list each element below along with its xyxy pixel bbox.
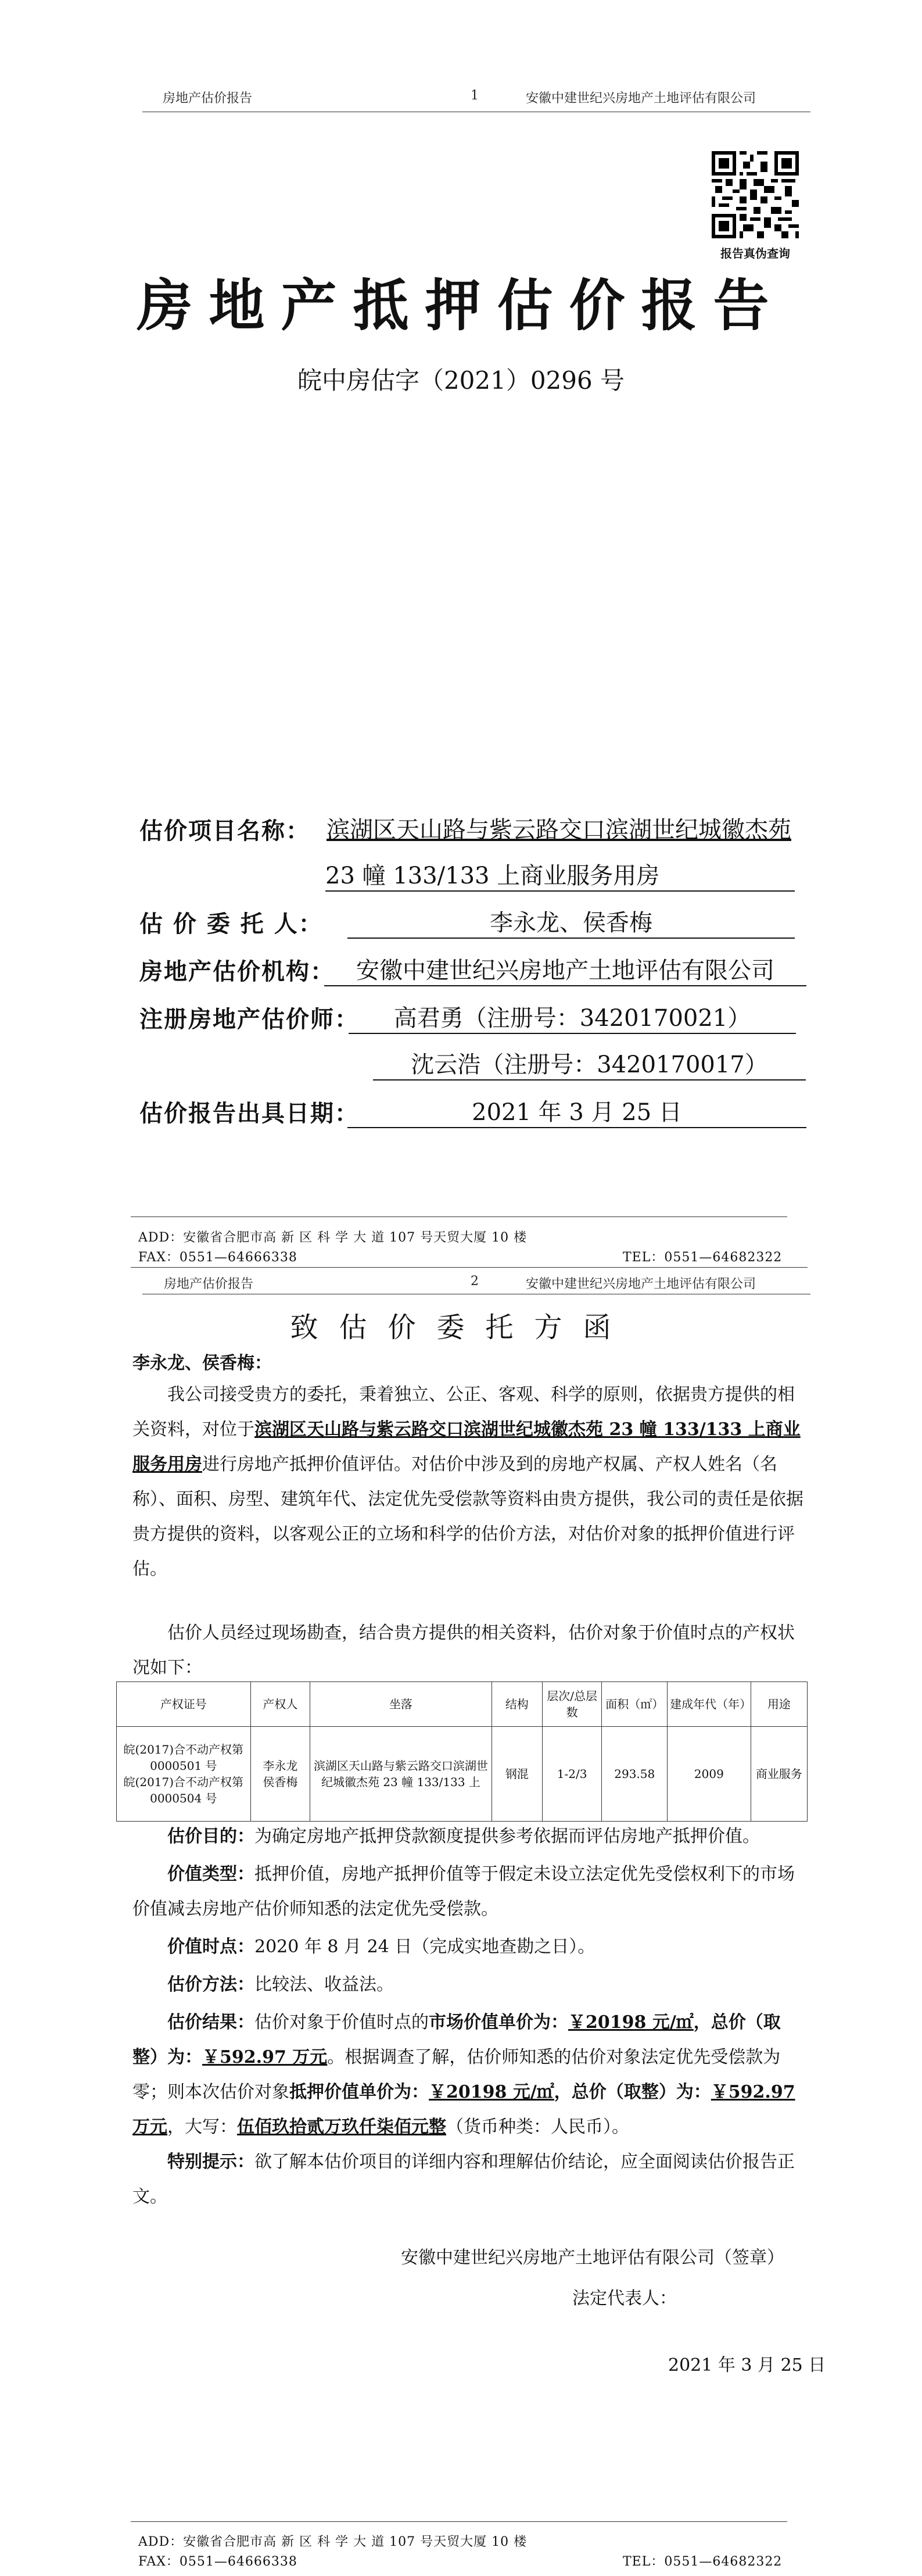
page2-header-title: 房地产估价报告 <box>164 1277 254 1291</box>
project-name-label: 估价项目名称： <box>139 817 310 845</box>
agency-value: 安徽中建世纪兴房地产土地评估有限公司 <box>324 952 806 986</box>
page1-header-page-number: 1 <box>471 88 479 103</box>
issue-date-label: 估价报告出具日期： <box>139 1100 359 1127</box>
cell-usage: 商业服务 <box>751 1727 807 1822</box>
page2-footer-fax: FAX：0551—64666338 <box>138 2554 297 2569</box>
valuation-result: 估价结果：估价对象于价值时点的市场价值单价为：￥20198 元/㎡，总价（取整）为：￥592.97 万元。根据调查了解，估价师知悉的估价对象法定优先受偿款为零；则本次估价对象抵押价值单价为：￥20198 元/㎡，总价（取整）为：￥592.97 万元，大写：伍佰玖拾贰万玖仟柒佰元整（货币种类：人民币）。 <box>132 2012 795 2137</box>
letter-title: 致估价委托方函 <box>290 1311 632 1344</box>
appraiser-1-value: 高君勇（注册号：3420170021） <box>349 1000 796 1034</box>
client-label: 估 价 委 托 人： <box>139 910 323 938</box>
market-total-price: ￥592.97 万元 <box>202 2047 328 2067</box>
appraiser-label: 注册房地产估价师： <box>139 1006 359 1033</box>
page1-footer-fax: FAX：0551—64666338 <box>138 1250 297 1265</box>
page2-header-page-number: 2 <box>471 1274 479 1289</box>
valuation-method: 估价方法：比较法、收益法。 <box>167 1974 394 1995</box>
signature-legal-rep: 法定代表人： <box>572 2288 677 2309</box>
market-unit-price: ￥20198 元/㎡ <box>568 2012 694 2033</box>
letter-salutation: 李永龙、侯香梅： <box>132 1353 272 1373</box>
page2-header-company: 安徽中建世纪兴房地产土地评估有限公司 <box>526 1277 756 1291</box>
cell-floor: 1-2/3 <box>542 1727 602 1822</box>
col-structure: 结构 <box>492 1682 542 1727</box>
value-type: 价值类型：抵押价值，房地产抵押价值等于假定未设立法定优先受偿权利下的市场价值减去房地产估价师知悉的法定优先受偿款。 <box>132 1864 795 1919</box>
cell-structure: 钢混 <box>492 1727 542 1822</box>
cell-area: 293.58 <box>602 1727 668 1822</box>
col-area: 面积（㎡） <box>602 1682 668 1727</box>
page1-header-title: 房地产估价报告 <box>163 91 253 106</box>
issue-date-value: 2021 年 3 月 25 日 <box>347 1094 806 1128</box>
page1-header-company: 安徽中建世纪兴房地产土地评估有限公司 <box>526 91 756 106</box>
page-divider <box>131 1267 808 1268</box>
qr-code-icon[interactable] <box>712 151 799 238</box>
mortgage-total-price: ￥592.97 万元 <box>132 2082 795 2137</box>
cell-owner: 李永龙 侯香梅 <box>250 1727 310 1822</box>
qr-caption: 报告真伪查询 <box>720 246 790 260</box>
table-row <box>117 1727 808 1822</box>
appraiser-2-value: 沈云浩（注册号：3420170017） <box>373 1046 806 1081</box>
agency-label: 房地产估价机构： <box>139 958 335 985</box>
col-cert-no: 产权证号 <box>117 1682 251 1727</box>
col-location: 坐落 <box>310 1682 492 1727</box>
special-note: 特别提示：欲了解本估价项目的详细内容和理解估价结论，应全面阅读估价报告正文。 <box>132 2152 795 2207</box>
col-floor: 层次/总层数 <box>542 1682 602 1727</box>
client-value: 李永龙、侯香梅 <box>347 904 795 939</box>
signature-date: 2021 年 3 月 25 日 <box>668 2355 826 2375</box>
project-name-line2: 23 幢 133/133 上商业服务用房 <box>325 857 795 892</box>
page2-footer-tel: TEL：0551—64682322 <box>623 2554 783 2569</box>
value-time: 价值时点：2020 年 8 月 24 日（完成实地查勘之日）。 <box>167 1937 595 1957</box>
cell-cert-no: 皖(2017)合不动产权第 0000501 号 皖(2017)合不动产权第 0000504 号 <box>117 1727 251 1822</box>
cell-built-year: 2009 <box>668 1727 751 1822</box>
page2-footer-address: ADD：安徽省合肥市高 新 区 科 学 大 道 107 号天贸大厦 10 楼 <box>138 2535 528 2549</box>
signature-company: 安徽中建世纪兴房地产土地评估有限公司（签章） <box>401 2248 784 2268</box>
page1-footer-address: ADD：安徽省合肥市高 新 区 科 学 大 道 107 号天贸大厦 10 楼 <box>138 1230 528 1245</box>
valuation-purpose: 估价目的：为确定房地产抵押贷款额度提供参考依据而评估房地产抵押价值。 <box>167 1826 760 1847</box>
col-usage: 用途 <box>751 1682 807 1727</box>
mortgage-unit-price: ￥20198 元/㎡ <box>429 2082 554 2102</box>
col-owner: 产权人 <box>250 1682 310 1727</box>
report-number: 皖中房估字（2021）0296 号 <box>297 366 625 395</box>
report-title: 房地产抵押估价报告 <box>137 273 785 338</box>
amount-in-words: 伍佰玖拾贰万玖仟柒佰元整 <box>237 2117 446 2137</box>
letter-paragraph-2: 估价人员经过现场勘查，结合贵方提供的相关资料，估价对象于价值时点的产权状况如下： <box>132 1623 795 1678</box>
letter-paragraph-1: 我公司接受贵方的委托，秉着独立、公正、客观、科学的原则，依据贵方提供的相关资料，对位于滨湖区天山路与紫云路交口滨湖世纪城徽杰苑 23 幢 133/133 上商业服务用房进行房地产抵押价值评估。对估价中涉及到的房地产权属、产权人姓名（名称）、面积、房型、建筑年代、法定优先受偿款等资料由贵方提供，我公司的责任是依据贵方提供的资料，以客观公正的立场和科学的估价方法，对估价对象的抵押价值进行评估。 <box>132 1384 803 1579</box>
page1-footer-tel: TEL：0551—64682322 <box>623 1250 783 1265</box>
table-header-row <box>117 1682 808 1727</box>
page2-footer-rule <box>131 2521 787 2522</box>
property-rights-table <box>116 1681 808 1822</box>
property-location: 滨湖区天山路与紫云路交口滨湖世纪城徽杰苑 23 幢 133/133 上商业服务用房 <box>132 1419 801 1475</box>
cell-location: 滨湖区天山路与紫云路交口滨湖世纪城徽杰苑 23 幢 133/133 上 <box>310 1727 492 1822</box>
project-name-line1: 滨湖区天山路与紫云路交口滨湖世纪城徽杰苑 <box>327 817 791 843</box>
col-built-year: 建成年代（年） <box>668 1682 751 1727</box>
